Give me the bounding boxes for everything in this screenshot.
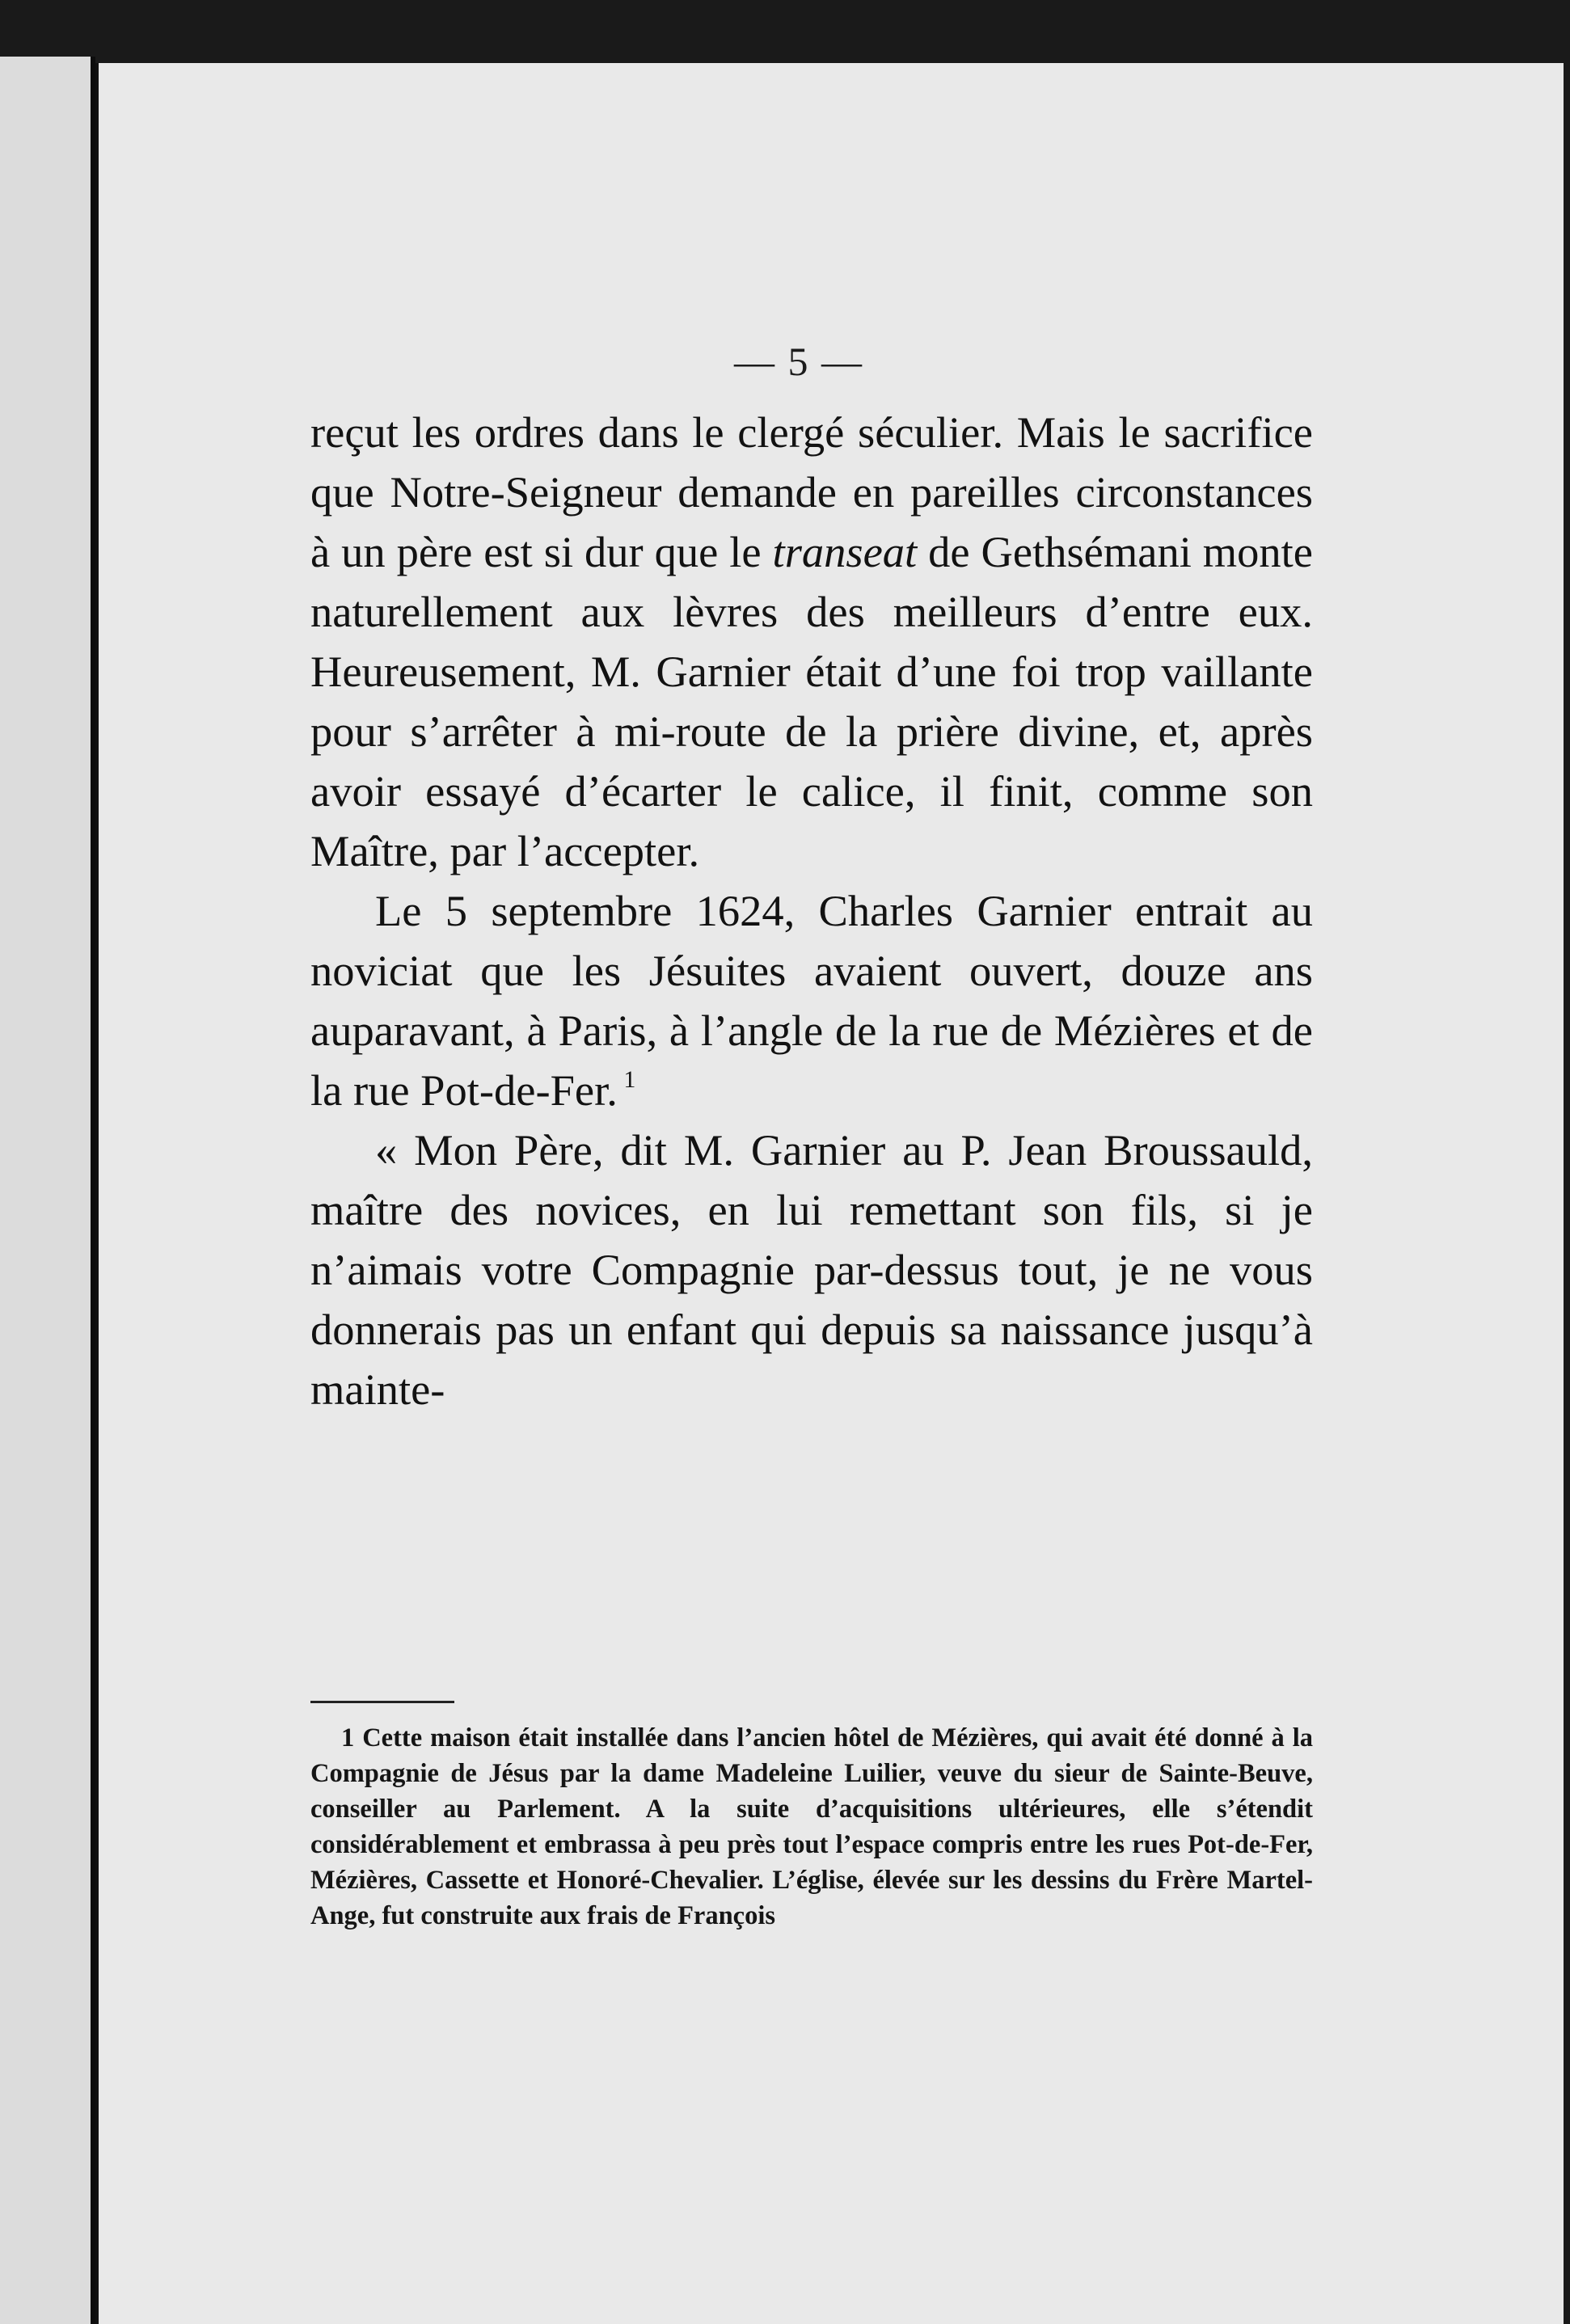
text-run: « Mon Père, dit M. Garnier au P. Jean Broussauld, maître des novices, en lui remettant son fils, si je n’aimais votre Compagnie par-dessus tout, je ne vous donnerais pas un enfant qui depuis sa naissance jusqu’à mainte- (310, 1125, 1313, 1414)
footnotes (310, 1720, 1313, 1934)
adjacent-page-edge (0, 57, 95, 2324)
paragraph (310, 1120, 1313, 1419)
book-page (95, 63, 1564, 2324)
paragraph (310, 403, 1313, 881)
footnote-divider (310, 1701, 454, 1703)
footnote: 1 Cette maison était installée dans l’ancien hôtel de Mézières, qui avait été donné à la Compagnie de Jésus par la dame Madeleine Luilier, veuve du sieur de Sainte-Beuve, conseiller au Parlement. A la suite d’acquisitions ultérieures, elle s’étendit considérablement et embrassa à peu près tout l’espace compris entre les rues Pot-de-Fer, Mézières, Cassette et Honoré-Chevalier. L’église, élevée sur les dessins du Frère Martel-Ange, fut construite aux frais de François (310, 1723, 1313, 1930)
text-run: reçut les ordres dans le clergé séculier. Mais le sacrifice que Notre-Seigneur demande en pareilles circonstances à un père est si dur que le (310, 407, 1313, 576)
footnote-marker: 1 (617, 1066, 636, 1093)
page-number: — 5 — (734, 339, 863, 384)
paragraph (310, 881, 1313, 1120)
text-run: Le 5 septembre 1624, Charles Garnier entrait au noviciat que les Jésuites avaient ouvert, douze ans auparavant, à Paris, à l’angle de la rue de Mézières et de la rue Pot-de-Fer. (310, 886, 1313, 1115)
text-run: de Gethsémani monte naturellement aux lèvres des meilleurs d’entre eux. Heureusement, M. Garnier était d’une foi trop vaillante pour s’arrêter à mi-route de la prière divine, et, après avoir essayé d’écarter le calice, il finit, comme son Maître, par l’accepter. (310, 527, 1313, 875)
italic-word: transeat (772, 527, 918, 576)
body-text (310, 403, 1313, 1419)
